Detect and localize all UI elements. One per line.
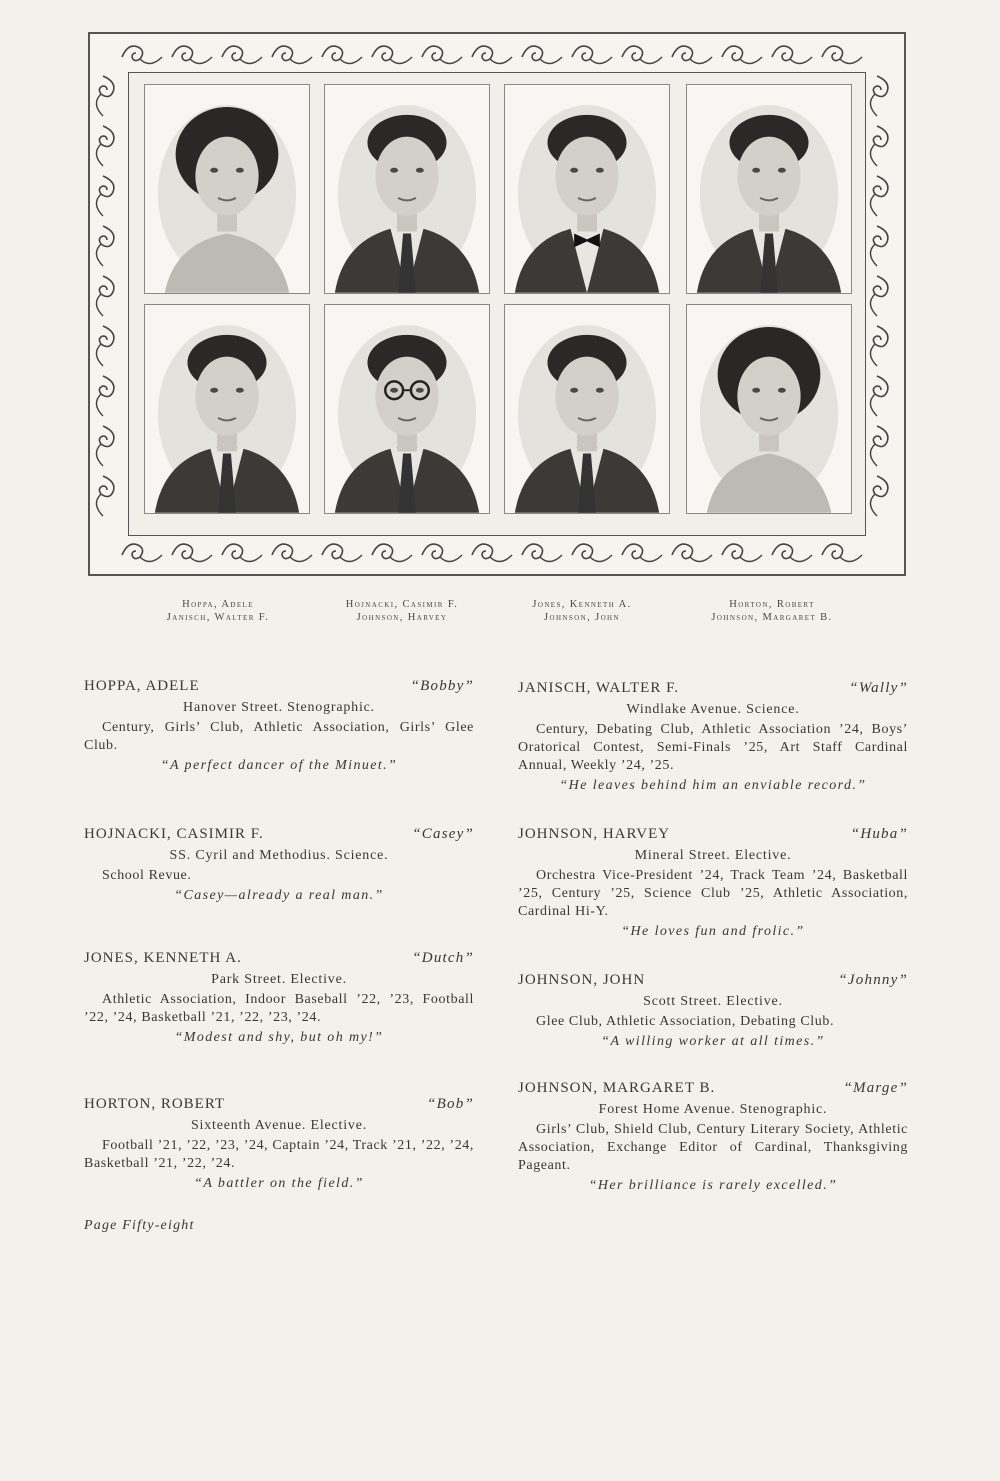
quote: “A perfect dancer of the Minuet.” [160,758,398,773]
portrait-photo [144,84,310,294]
caption-top-name: Horton, Robert [729,599,815,610]
caption-col-4 [674,598,870,624]
portrait-photo [686,84,852,294]
nickname: “Wally” [849,680,908,696]
nickname: “Casey” [412,826,474,842]
address-course: Scott Street. Elective. [643,994,783,1009]
nickname: “Bob” [427,1096,474,1112]
bio-entry [518,826,908,940]
address-course: Windlake Avenue. Science. [626,702,800,717]
student-name: HOJNACKI, CASIMIR F. [84,826,264,842]
caption-col-3 [492,598,672,624]
activities: School Revue. [102,868,192,883]
caption-bottom-name: Johnson, Harvey [356,612,448,623]
activities: Century, Debating Club, Athletic Association ’24, Boys’ Oratorical Contest, Semi-Finals ’25, Art Staff Cardinal Annual, Weekly ’24, ’25. [518,722,908,773]
page-number: Page Fifty-eight [84,1218,195,1233]
address-course: SS. Cyril and Methodius. Science. [169,848,389,863]
bio-entry [84,826,474,904]
bio-entry [84,950,474,1046]
quote: “Casey—already a real man.” [174,888,384,903]
caption-top-name: Hoppa, Adele [182,599,254,610]
activities: Athletic Association, Indoor Baseball ’22, ’23, Football ’22, ’24, Basketball ’21, ’22, ’23, ’24. [84,992,474,1025]
portrait-photo [504,84,670,294]
portrait-photo [504,304,670,514]
portrait-photo [324,304,490,514]
address-course: Hanover Street. Stenographic. [183,700,375,715]
student-name: JANISCH, WALTER F. [518,680,679,696]
caption-bottom-name: Johnson, John [544,612,620,623]
bio-entry [518,972,908,1050]
student-name: JOHNSON, MARGARET B. [518,1080,716,1096]
bio-entry [84,1096,474,1192]
caption-top-name: Jones, Kenneth A. [532,599,632,610]
activities: Football ’21, ’22, ’23, ’24, Captain ’24, Track ’21, ’22, ’24, Basketball ’21, ’22, ’24. [84,1138,474,1171]
caption-top-name: Hojnacki, Casimir F. [345,599,459,610]
address-course: Mineral Street. Elective. [634,848,792,863]
quote: “Her brilliance is rarely excelled.” [588,1178,838,1193]
bio-entry [518,680,908,794]
address-course: Park Street. Elective. [211,972,347,987]
student-name: HOPPA, ADELE [84,678,200,694]
nickname: “Bobby” [410,678,474,694]
caption-col-2 [312,598,492,624]
nickname: “Huba” [850,826,908,842]
portrait-photo [144,304,310,514]
portrait-photo [324,84,490,294]
student-name: HORTON, ROBERT [84,1096,226,1112]
caption-bottom-name: Janisch, Walter F. [166,612,270,623]
caption-bottom-name: Johnson, Margaret B. [711,612,833,623]
nickname: “Marge” [843,1080,908,1096]
quote: “Modest and shy, but oh my!” [174,1030,384,1045]
nickname: “Dutch” [412,950,474,966]
quote: “A willing worker at all times.” [601,1034,825,1049]
bio-entry [518,1080,908,1194]
activities: Girls’ Club, Shield Club, Century Literary Society, Athletic Association, Exchange Editor of Cardinal, Thanksgiving Pageant. [518,1122,908,1173]
student-name: JONES, KENNETH A. [84,950,242,966]
quote: “A battler on the field.” [194,1176,364,1191]
address-course: Sixteenth Avenue. Elective. [190,1118,368,1133]
activities: Orchestra Vice-President ’24, Track Team ’24, Basketball ’25, Century ’25, Science Club ’25, Athletic Association, Cardinal Hi-Y. [518,868,908,919]
bio-entry [84,678,474,774]
caption-col-1 [128,598,308,624]
portrait-photo [686,304,852,514]
quote: “He loves fun and frolic.” [621,924,805,939]
address-course: Forest Home Avenue. Stenographic. [598,1102,828,1117]
activities: Century, Girls’ Club, Athletic Association, Girls’ Glee Club. [84,720,474,753]
activities: Glee Club, Athletic Association, Debating Club. [536,1014,835,1029]
student-name: JOHNSON, HARVEY [518,826,671,842]
student-name: JOHNSON, JOHN [518,972,646,988]
nickname: “Johnny” [838,972,908,988]
quote: “He leaves behind him an enviable record.” [559,778,867,793]
